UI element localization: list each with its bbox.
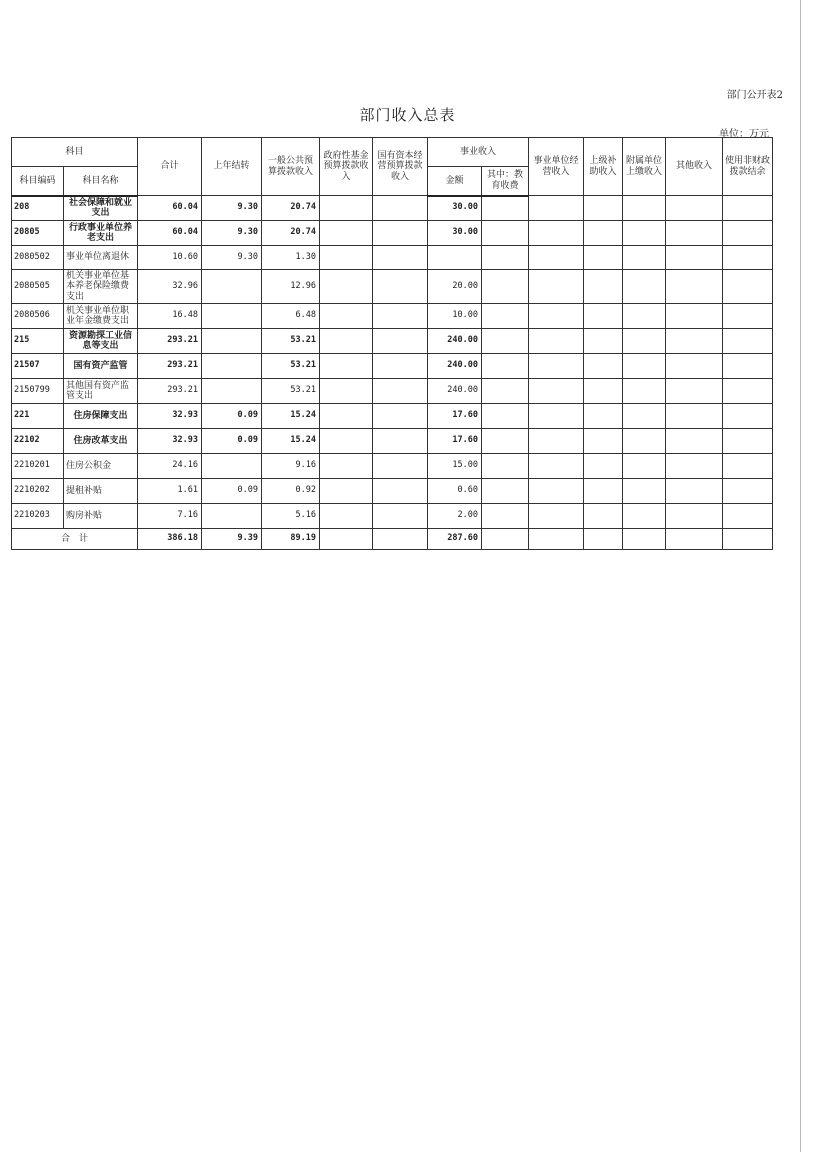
totals-cell	[482, 529, 529, 550]
row-carryover	[202, 270, 262, 304]
header-non-fiscal: 使用非财政拨款结余	[723, 138, 773, 196]
row-affiliated-income	[623, 404, 666, 429]
row-code: 2210201	[12, 454, 64, 479]
totals-cell	[666, 529, 723, 550]
row-operating-income	[529, 479, 584, 504]
row-superior-subsidy	[584, 246, 623, 270]
table-row	[12, 404, 773, 429]
row-carryover	[202, 379, 262, 404]
row-other-income	[666, 246, 723, 270]
row-education-fee	[482, 246, 529, 270]
row-operating-income	[529, 221, 584, 246]
row-affiliated-income	[623, 379, 666, 404]
row-code: 2080502	[12, 246, 64, 270]
row-code: 2080506	[12, 304, 64, 329]
header-general-budget: 一般公共预算拨款收入	[262, 138, 320, 196]
row-general-budget: 20.74	[262, 221, 320, 246]
scan-edge-line	[800, 0, 801, 1152]
header-education-fee: 其中：教育收费	[482, 167, 529, 196]
header-gov-fund: 政府性基金预算拨款收入	[320, 138, 373, 196]
row-carryover: 0.09	[202, 429, 262, 454]
row-education-fee	[482, 270, 529, 304]
row-carryover: 9.30	[202, 196, 262, 221]
row-affiliated-income	[623, 329, 666, 354]
totals-cell: 287.60	[428, 529, 482, 550]
table-row	[12, 354, 773, 379]
totals-cell	[320, 529, 373, 550]
row-non-fiscal	[723, 196, 773, 221]
row-state-capital	[373, 270, 428, 304]
row-state-capital	[373, 304, 428, 329]
row-name: 国有资产监管	[64, 354, 138, 379]
row-non-fiscal	[723, 329, 773, 354]
row-affiliated-income	[623, 504, 666, 529]
row-affiliated-income	[623, 196, 666, 221]
row-affiliated-income	[623, 246, 666, 270]
row-gov-fund	[320, 504, 373, 529]
row-state-capital	[373, 454, 428, 479]
row-state-capital	[373, 246, 428, 270]
row-superior-subsidy	[584, 221, 623, 246]
row-name: 资源勘探工业信息等支出	[64, 329, 138, 354]
row-business-amount	[428, 246, 482, 270]
row-affiliated-income	[623, 454, 666, 479]
totals-cell: 386.18	[138, 529, 202, 550]
row-business-amount: 17.60	[428, 404, 482, 429]
row-non-fiscal	[723, 354, 773, 379]
row-gov-fund	[320, 429, 373, 454]
table-row	[12, 246, 773, 270]
row-gov-fund	[320, 454, 373, 479]
row-general-budget: 12.96	[262, 270, 320, 304]
row-carryover	[202, 454, 262, 479]
row-general-budget: 15.24	[262, 404, 320, 429]
row-total: 293.21	[138, 329, 202, 354]
row-total: 293.21	[138, 379, 202, 404]
header-subject-name: 科目名称	[64, 167, 138, 196]
row-operating-income	[529, 196, 584, 221]
row-gov-fund	[320, 270, 373, 304]
row-general-budget: 6.48	[262, 304, 320, 329]
row-carryover: 0.09	[202, 479, 262, 504]
row-other-income	[666, 404, 723, 429]
row-operating-income	[529, 246, 584, 270]
row-code: 21507	[12, 354, 64, 379]
row-code: 221	[12, 404, 64, 429]
totals-cell	[623, 529, 666, 550]
form-number-label: 部门公开表2	[726, 90, 783, 101]
row-gov-fund	[320, 196, 373, 221]
row-superior-subsidy	[584, 196, 623, 221]
row-general-budget: 20.74	[262, 196, 320, 221]
row-name: 购房补贴	[64, 504, 138, 529]
income-summary-table	[11, 137, 773, 550]
row-code: 2210203	[12, 504, 64, 529]
header-amount: 金额	[428, 167, 482, 196]
row-operating-income	[529, 304, 584, 329]
row-code: 2150799	[12, 379, 64, 404]
row-operating-income	[529, 329, 584, 354]
row-general-budget: 5.16	[262, 504, 320, 529]
row-general-budget: 53.21	[262, 329, 320, 354]
row-education-fee	[482, 221, 529, 246]
row-superior-subsidy	[584, 454, 623, 479]
row-operating-income	[529, 429, 584, 454]
row-carryover	[202, 504, 262, 529]
table-row	[12, 221, 773, 246]
row-non-fiscal	[723, 404, 773, 429]
table-row	[12, 270, 773, 304]
row-name: 社会保障和就业支出	[64, 196, 138, 221]
totals-cell: 9.39	[202, 529, 262, 550]
row-education-fee	[482, 379, 529, 404]
row-name: 行政事业单位养老支出	[64, 221, 138, 246]
table-row	[12, 379, 773, 404]
row-education-fee	[482, 304, 529, 329]
row-business-amount: 0.60	[428, 479, 482, 504]
row-operating-income	[529, 270, 584, 304]
row-name: 提租补贴	[64, 479, 138, 504]
header-other-income: 其他收入	[666, 138, 723, 196]
row-general-budget: 1.30	[262, 246, 320, 270]
row-code: 215	[12, 329, 64, 354]
row-state-capital	[373, 379, 428, 404]
row-general-budget: 15.24	[262, 429, 320, 454]
header-subject: 科目	[12, 138, 138, 167]
row-carryover: 0.09	[202, 404, 262, 429]
row-other-income	[666, 221, 723, 246]
header-affiliated-income: 附属单位上缴收入	[623, 138, 666, 196]
row-general-budget: 53.21	[262, 379, 320, 404]
row-non-fiscal	[723, 270, 773, 304]
header-total: 合计	[138, 138, 202, 196]
row-affiliated-income	[623, 479, 666, 504]
row-name: 住房公积金	[64, 454, 138, 479]
row-other-income	[666, 304, 723, 329]
row-total: 32.96	[138, 270, 202, 304]
row-carryover: 9.30	[202, 246, 262, 270]
row-non-fiscal	[723, 246, 773, 270]
row-code: 22102	[12, 429, 64, 454]
row-total: 16.48	[138, 304, 202, 329]
totals-cell	[373, 529, 428, 550]
row-total: 60.04	[138, 196, 202, 221]
header-operating-income: 事业单位经营收入	[529, 138, 584, 196]
row-operating-income	[529, 454, 584, 479]
table-row	[12, 504, 773, 529]
row-business-amount: 240.00	[428, 354, 482, 379]
row-carryover	[202, 304, 262, 329]
row-code: 208	[12, 196, 64, 221]
page-title: 部门收入总表	[359, 106, 456, 124]
row-other-income	[666, 479, 723, 504]
row-gov-fund	[320, 304, 373, 329]
row-total: 32.93	[138, 404, 202, 429]
row-education-fee	[482, 504, 529, 529]
row-operating-income	[529, 404, 584, 429]
row-total: 293.21	[138, 354, 202, 379]
row-non-fiscal	[723, 429, 773, 454]
row-other-income	[666, 329, 723, 354]
totals-row	[12, 529, 773, 550]
row-other-income	[666, 379, 723, 404]
row-education-fee	[482, 429, 529, 454]
row-non-fiscal	[723, 479, 773, 504]
row-education-fee	[482, 479, 529, 504]
row-affiliated-income	[623, 270, 666, 304]
row-operating-income	[529, 504, 584, 529]
row-code: 2210202	[12, 479, 64, 504]
row-general-budget: 53.21	[262, 354, 320, 379]
row-state-capital	[373, 196, 428, 221]
row-education-fee	[482, 354, 529, 379]
row-gov-fund	[320, 329, 373, 354]
row-state-capital	[373, 404, 428, 429]
row-gov-fund	[320, 246, 373, 270]
row-non-fiscal	[723, 221, 773, 246]
row-business-amount: 15.00	[428, 454, 482, 479]
row-general-budget: 0.92	[262, 479, 320, 504]
row-other-income	[666, 270, 723, 304]
row-operating-income	[529, 379, 584, 404]
row-total: 24.16	[138, 454, 202, 479]
row-name: 住房保障支出	[64, 404, 138, 429]
row-name: 住房改革支出	[64, 429, 138, 454]
totals-cell	[529, 529, 584, 550]
row-business-amount: 30.00	[428, 196, 482, 221]
row-gov-fund	[320, 354, 373, 379]
row-affiliated-income	[623, 429, 666, 454]
totals-cell	[584, 529, 623, 550]
row-business-amount: 30.00	[428, 221, 482, 246]
table-row	[12, 196, 773, 221]
row-superior-subsidy	[584, 329, 623, 354]
header-superior-subsidy: 上级补助收入	[584, 138, 623, 196]
row-gov-fund	[320, 404, 373, 429]
unit-label: 单位：万元	[719, 129, 769, 140]
row-name: 其他国有资产监管支出	[64, 379, 138, 404]
row-non-fiscal	[723, 504, 773, 529]
header-carryover: 上年结转	[202, 138, 262, 196]
row-total: 7.16	[138, 504, 202, 529]
row-other-income	[666, 454, 723, 479]
row-operating-income	[529, 354, 584, 379]
row-code: 2080505	[12, 270, 64, 304]
row-non-fiscal	[723, 304, 773, 329]
row-total: 32.93	[138, 429, 202, 454]
table-row	[12, 479, 773, 504]
row-state-capital	[373, 429, 428, 454]
row-superior-subsidy	[584, 479, 623, 504]
row-other-income	[666, 504, 723, 529]
row-education-fee	[482, 404, 529, 429]
row-business-amount: 10.00	[428, 304, 482, 329]
row-state-capital	[373, 329, 428, 354]
row-superior-subsidy	[584, 304, 623, 329]
row-education-fee	[482, 196, 529, 221]
table-row	[12, 454, 773, 479]
row-name: 机关事业单位职业年金缴费支出	[64, 304, 138, 329]
row-other-income	[666, 196, 723, 221]
row-general-budget: 9.16	[262, 454, 320, 479]
row-gov-fund	[320, 479, 373, 504]
row-education-fee	[482, 454, 529, 479]
row-affiliated-income	[623, 304, 666, 329]
row-other-income	[666, 429, 723, 454]
row-carryover	[202, 354, 262, 379]
row-carryover	[202, 329, 262, 354]
row-total: 10.60	[138, 246, 202, 270]
row-business-amount: 20.00	[428, 270, 482, 304]
row-affiliated-income	[623, 354, 666, 379]
row-superior-subsidy	[584, 404, 623, 429]
row-state-capital	[373, 354, 428, 379]
row-non-fiscal	[723, 379, 773, 404]
row-superior-subsidy	[584, 354, 623, 379]
row-name: 事业单位离退休	[64, 246, 138, 270]
row-business-amount: 240.00	[428, 379, 482, 404]
row-education-fee	[482, 329, 529, 354]
row-total: 60.04	[138, 221, 202, 246]
totals-cell: 89.19	[262, 529, 320, 550]
row-total: 1.61	[138, 479, 202, 504]
row-state-capital	[373, 221, 428, 246]
row-state-capital	[373, 504, 428, 529]
row-name: 机关事业单位基本养老保险缴费支出	[64, 270, 138, 304]
table-row	[12, 329, 773, 354]
row-superior-subsidy	[584, 379, 623, 404]
row-state-capital	[373, 479, 428, 504]
row-superior-subsidy	[584, 429, 623, 454]
row-carryover: 9.30	[202, 221, 262, 246]
row-business-amount: 17.60	[428, 429, 482, 454]
header-business-income: 事业收入	[428, 138, 529, 167]
row-gov-fund	[320, 221, 373, 246]
totals-cell	[723, 529, 773, 550]
header-state-capital: 国有资本经营预算拨款收入	[373, 138, 428, 196]
row-code: 20805	[12, 221, 64, 246]
totals-label: 合 计	[12, 529, 138, 550]
table-row	[12, 304, 773, 329]
row-gov-fund	[320, 379, 373, 404]
row-superior-subsidy	[584, 270, 623, 304]
row-other-income	[666, 354, 723, 379]
row-superior-subsidy	[584, 504, 623, 529]
row-business-amount: 240.00	[428, 329, 482, 354]
table-row	[12, 429, 773, 454]
header-subject-code: 科目编码	[12, 167, 64, 196]
row-business-amount: 2.00	[428, 504, 482, 529]
row-affiliated-income	[623, 221, 666, 246]
row-non-fiscal	[723, 454, 773, 479]
